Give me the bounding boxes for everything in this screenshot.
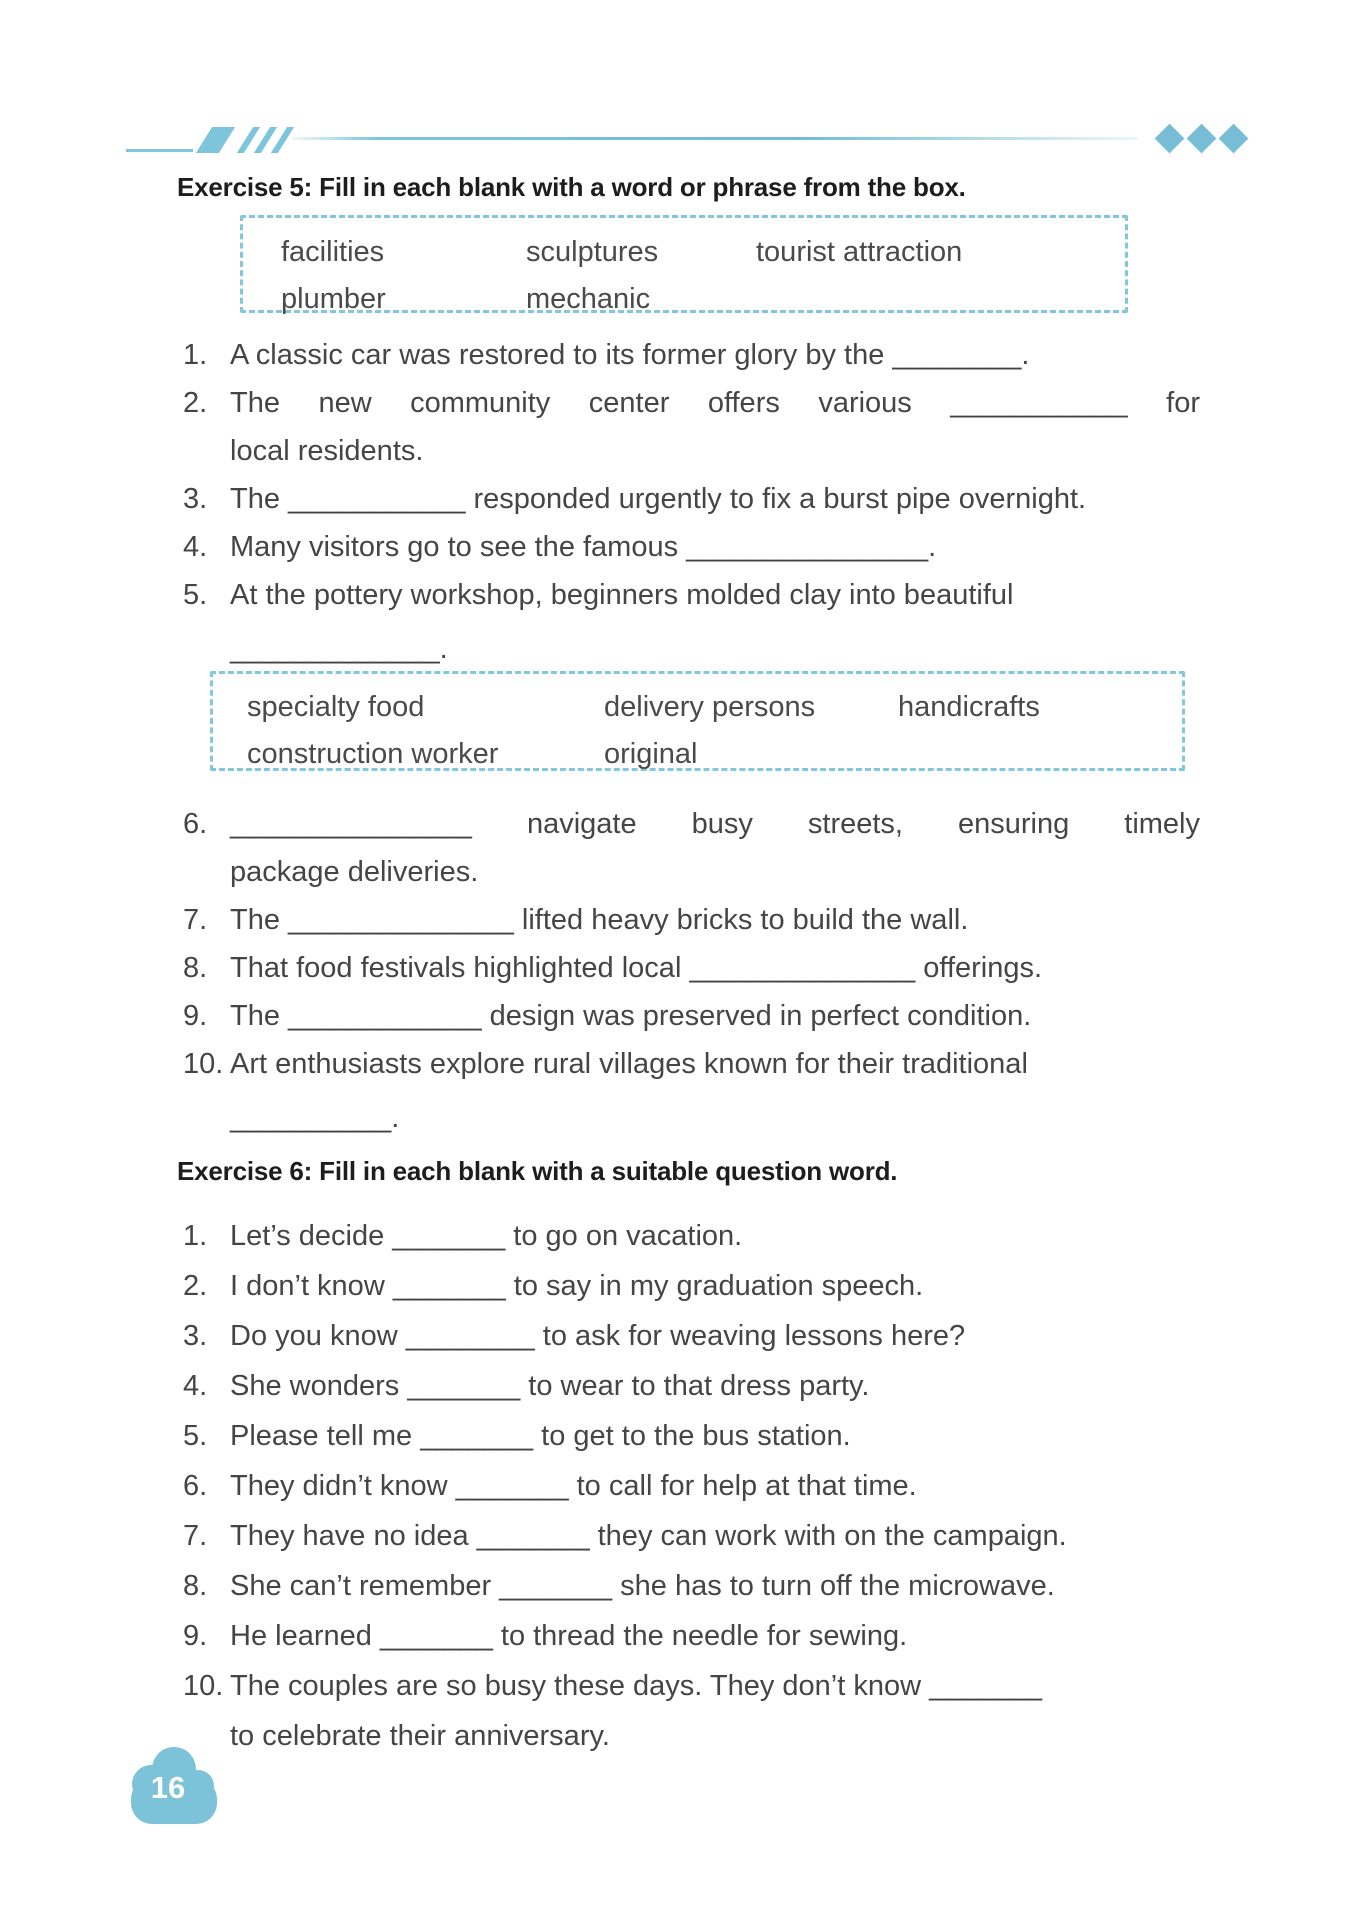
list-item: [183, 331, 1200, 379]
page-number-badge: [128, 1744, 220, 1826]
list-item: [183, 992, 1200, 1040]
item-text: Do you know ________ to ask for weaving lessons here?: [230, 1320, 966, 1352]
list-item: [183, 1511, 1200, 1561]
item-number: 5.: [183, 579, 208, 611]
item-text: She wonders _______ to wear to that dress party.: [230, 1370, 870, 1402]
item-number: 7.: [183, 904, 208, 936]
item-text: Art enthusiasts explore rural villages known for their traditional: [230, 1048, 1028, 1080]
word-box-word: sculptures: [526, 236, 659, 268]
item-text: She can’t remember _______ she has to turn off the microwave.: [230, 1570, 1055, 1602]
item-number: 6.: [183, 808, 208, 840]
item-text: Please tell me _______ to get to the bus station.: [230, 1420, 851, 1452]
list-item: [183, 1261, 1200, 1311]
diamond-icon: [1155, 124, 1185, 154]
item-number: 4.: [183, 531, 208, 563]
word-box-word: plumber: [281, 283, 386, 315]
list-item: [183, 944, 1200, 992]
item-number: 6.: [183, 1470, 208, 1502]
list-item: [183, 1461, 1200, 1511]
list-item: [183, 1361, 1200, 1411]
page-number: 16: [150, 1770, 186, 1805]
item-number: 1.: [183, 1220, 208, 1252]
item-number: 2.: [183, 387, 208, 419]
item-number: 10.: [183, 1048, 224, 1080]
item-number: 9.: [183, 1000, 208, 1032]
item-number: 1.: [183, 339, 208, 371]
word-box-word: handicrafts: [898, 691, 1040, 723]
item-text: At the pottery workshop, beginners molded clay into beautiful: [230, 579, 1014, 611]
exercise6-title: Exercise 6: Fill in each blank with a suitable question word.: [177, 1156, 898, 1186]
list-item: [183, 379, 1200, 475]
word-box-word: construction worker: [247, 738, 499, 770]
word-box-word: original: [604, 738, 698, 770]
list-item: [183, 571, 1200, 673]
word-box-word: tourist attraction: [756, 236, 963, 268]
item-number: 8.: [183, 1570, 208, 1602]
list-item: [183, 896, 1200, 944]
slash-ornament-icon: [196, 127, 235, 153]
item-number: 4.: [183, 1370, 208, 1402]
item-text: Many visitors go to see the famous _______________.: [230, 531, 937, 563]
word-box-word: delivery persons: [604, 691, 816, 723]
item-number: 10.: [183, 1670, 224, 1702]
item-text: That food festivals highlighted local ______________ offerings.: [230, 952, 1043, 984]
item-number: 5.: [183, 1420, 208, 1452]
list-item: [183, 523, 1200, 571]
list-item: [183, 1311, 1200, 1361]
item-text: The ______________ lifted heavy bricks to build the wall.: [230, 904, 969, 936]
item-text: The ____________ design was preserved in perfect condition.: [230, 1000, 1032, 1032]
list-item: [183, 1040, 1200, 1142]
item-text: __________.: [230, 1102, 400, 1134]
item-number: 2.: [183, 1270, 208, 1302]
header-rule-line: [292, 137, 1138, 140]
list-item: [183, 1611, 1200, 1661]
item-text: local residents.: [230, 435, 424, 467]
word-box-word: specialty food: [247, 691, 425, 723]
item-number: 3.: [183, 1320, 208, 1352]
word-box-word: mechanic: [526, 283, 651, 315]
item-text: _____________.: [230, 633, 448, 665]
item-text: package deliveries.: [230, 856, 479, 888]
item-text: The ___________ responded urgently to fix a burst pipe overnight.: [230, 483, 1087, 515]
word-box-1: [240, 215, 1128, 313]
exercise5-items-6-10: [183, 800, 1200, 1142]
item-number: 7.: [183, 1520, 208, 1552]
exercise6-items: [183, 1211, 1200, 1761]
exercise5-items-1-5: [183, 331, 1200, 673]
ornament-line-left: [126, 149, 193, 152]
item-text: _______________ navigate busy streets, ensuring timely: [230, 808, 1200, 840]
exercise5-title: Exercise 5: Fill in each blank with a word or phrase from the box.: [177, 172, 966, 202]
item-number: 8.: [183, 952, 208, 984]
diamond-icon: [1219, 124, 1249, 154]
list-item: [183, 475, 1200, 523]
item-text: to celebrate their anniversary.: [230, 1720, 610, 1752]
item-text: The new community center offers various ___________ for: [230, 387, 1200, 419]
item-text: He learned _______ to thread the needle for sewing.: [230, 1620, 908, 1652]
item-text: The couples are so busy these days. They don’t know _______: [230, 1670, 1042, 1702]
list-item: [183, 1561, 1200, 1611]
list-item: [183, 1661, 1200, 1761]
diamond-icon: [1187, 124, 1217, 154]
word-box-word: facilities: [281, 236, 385, 268]
item-number: 9.: [183, 1620, 208, 1652]
item-text: They didn’t know _______ to call for help at that time.: [230, 1470, 917, 1502]
list-item: [183, 800, 1200, 896]
list-item: [183, 1211, 1200, 1261]
item-text: They have no idea _______ they can work with on the campaign.: [230, 1520, 1067, 1552]
item-text: Let’s decide _______ to go on vacation.: [230, 1220, 743, 1252]
word-box-2: [210, 671, 1185, 771]
item-text: A classic car was restored to its former glory by the ________.: [230, 339, 1030, 371]
list-item: [183, 1411, 1200, 1461]
item-text: I don’t know _______ to say in my graduation speech.: [230, 1270, 924, 1302]
item-number: 3.: [183, 483, 208, 515]
